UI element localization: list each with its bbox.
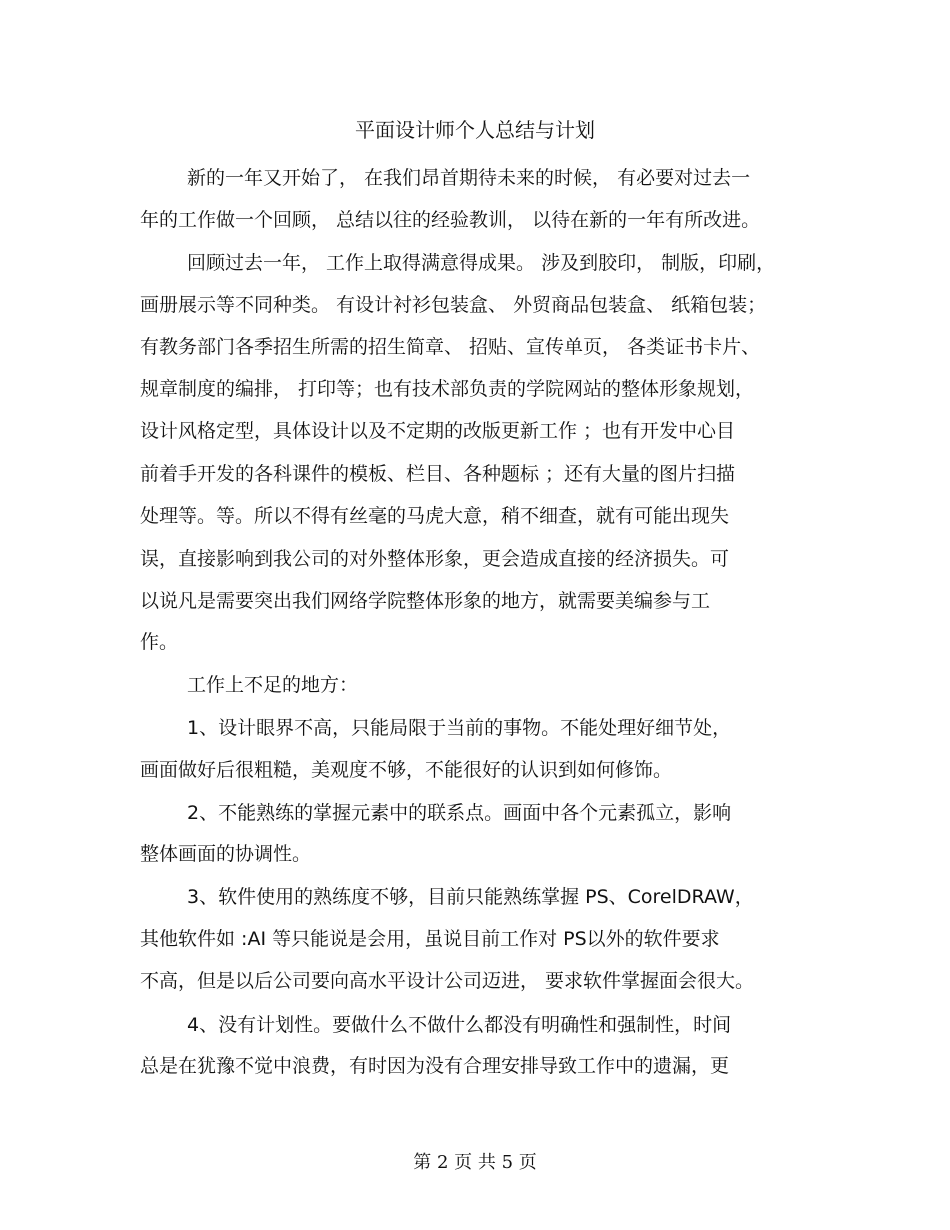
body-line: 其他软件如 :AI 等只能说是会用，虽说目前工作对 PS以外的软件要求 (140, 928, 720, 950)
body-line: 新的一年又开始了， 在我们昂首期待未来的时候， 有必要对过去一 (187, 167, 751, 189)
body-line: 设计风格定型，具体设计以及不定期的改版更新工作 ；也有开发中心目 (140, 420, 736, 442)
document-title: 平面设计师个人总结与计划 (355, 118, 595, 142)
body-line: 4、没有计划性。要做什么不做什么都没有明确性和强制性，时间 (187, 1014, 732, 1036)
body-line: 作。 (140, 631, 179, 653)
body-line: 1、设计眼界不高，只能局限于当前的事物。不能处理好细节处， (187, 717, 732, 739)
body-line: 整体画面的协调性。 (140, 843, 312, 865)
body-line: 2、不能熟练的掌握元素中的联系点。画面中各个元素孤立，影响 (187, 802, 732, 824)
body-line: 处理等。等。所以不得有丝毫的马虎大意，稍不细查，就有可能出现失 (140, 505, 730, 527)
body-line: 有教务部门各季招生所需的招生简章、 招贴、宣传单页， 各类证书卡片、 (140, 336, 761, 358)
body-line: 前着手开发的各科课件的模板、栏目、各种题标 ；还有大量的图片扫描 (140, 463, 736, 485)
body-line: 3、软件使用的熟练度不够，目前只能熟练掌握 PS、CorelDRAW， (187, 886, 754, 908)
body-line: 不高，但是以后公司要向高水平设计公司迈进， 要求软件掌握面会很大。 (140, 970, 755, 992)
body-line: 误，直接影响到我公司的对外整体形象，更会造成直接的经济损失。可 (140, 548, 730, 570)
body-line: 回顾过去一年， 工作上取得满意得成果。 涉及到胶印， 制版，印刷， (187, 252, 776, 274)
page-number: 第 2 页 共 5 页 (413, 1152, 537, 1173)
body-line: 以说凡是需要突出我们网络学院整体形象的地方，就需要美编参与工 (140, 590, 711, 612)
body-line: 画面做好后很粗糙，美观度不够，不能很好的认识到如何修饰。 (140, 759, 673, 781)
body-line: 画册展示等不同种类。 有设计衬衫包装盒、 外贸商品包装盒、 纸箱包装； (140, 294, 767, 316)
body-line: 总是在犹豫不觉中浪费，有时因为没有合理安排导致工作中的遗漏，更 (140, 1055, 730, 1077)
body-line: 年的工作做一个回顾， 总结以往的经验教训， 以待在新的一年有所改进。 (140, 209, 761, 231)
section-heading: 工作上不足的地方： (187, 674, 359, 696)
body-line: 规章制度的编排， 打印等；也有技术部负责的学院网站的整体形象规划， (140, 378, 755, 400)
